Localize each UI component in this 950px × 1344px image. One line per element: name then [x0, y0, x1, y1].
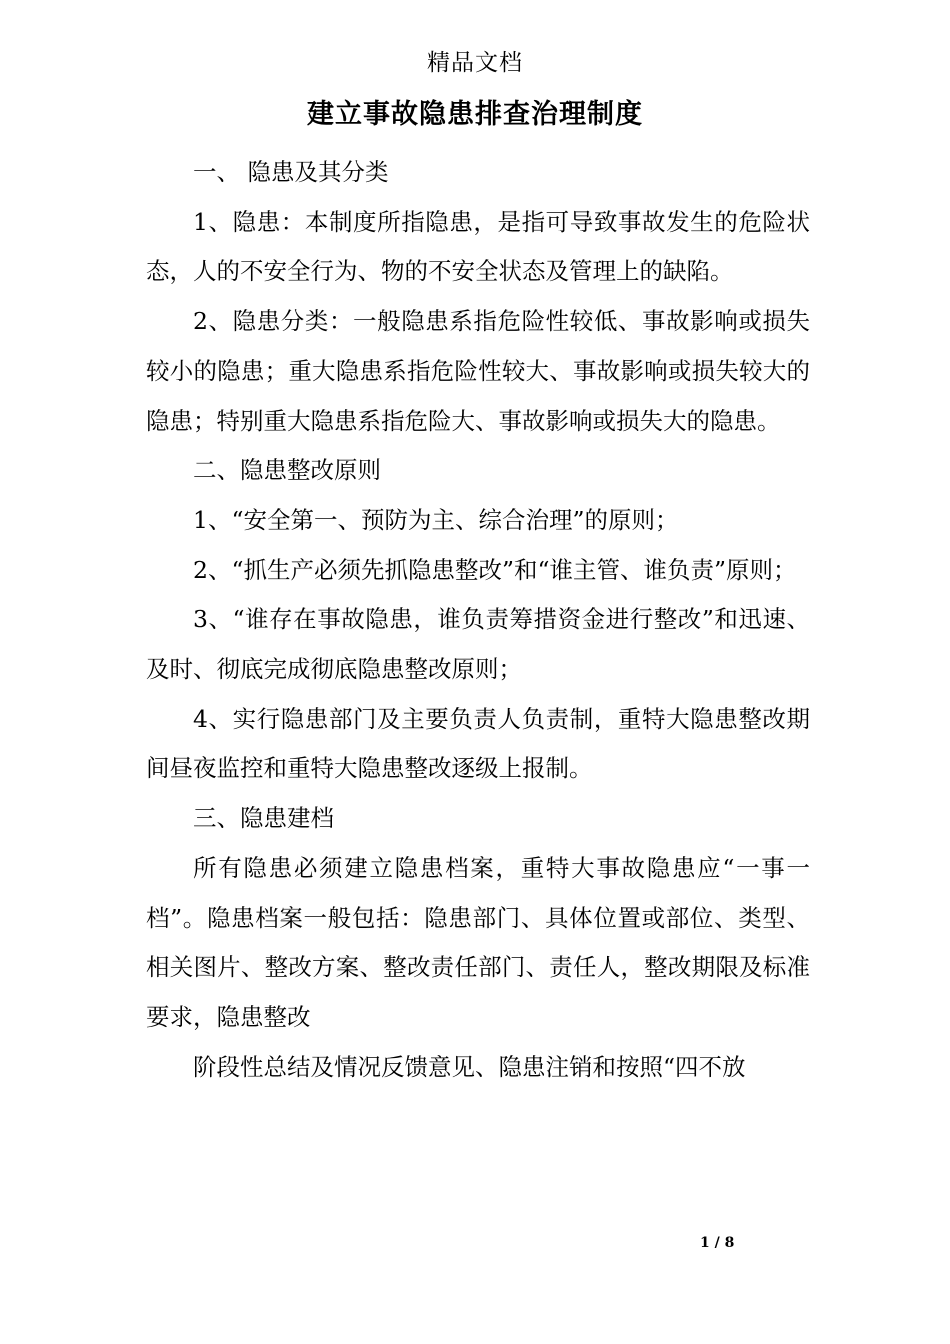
paragraph: 所有隐患必须建立隐患档案，重特大事故隐患应“一事一档”。隐患档案一般包括：隐患部门、具体位置或部位、类型、相关图片、整改方案、整改责任部门、责任人，整改期限及标准要求，隐患整改 [146, 853, 810, 1031]
document-body [146, 148, 810, 1092]
section-heading-3: 三、隐患建档 [193, 804, 334, 833]
paragraph: 2、“抓生产必须先抓隐患整改”和“谁主管、谁负责”原则； [193, 555, 797, 584]
page-header: 精品文档 [427, 50, 523, 76]
paragraph: 1、隐患：本制度所指隐患，是指可导致事故发生的危险状态，人的不安全行为、物的不安全状态及管理上的缺陷。 [146, 207, 810, 286]
paragraph: 2、隐患分类：一般隐患系指危险性较低、事故影响或损失较小的隐患；重大隐患系指危险性较大、事故影响或损失较大的隐患；特别重大隐患系指危险大、事故影响或损失大的隐患。 [146, 307, 810, 435]
paragraph: 4、实行隐患部门及主要负责人负责制，重特大隐患整改期间昼夜监控和重特大隐患整改逐级上报制。 [146, 704, 810, 783]
page-number-text: 1 / 8 [700, 1235, 735, 1251]
section-heading-1: 一、 隐患及其分类 [193, 158, 389, 186]
document-title: 建立事故隐患排查治理制度 [307, 99, 643, 130]
paragraph: 3、“谁存在事故隐患，谁负责筹措资金进行整改”和迅速、及时、彻底完成彻底隐患整改原则； [146, 605, 810, 684]
section-heading-2: 二、隐患整改原则 [193, 456, 381, 485]
paragraph: 1、“安全第一、预防为主、综合治理”的原则； [193, 505, 679, 534]
page-number [700, 1233, 820, 1253]
paragraph: 阶段性总结及情况反馈意见、隐患注销和按照“四不放 [193, 1052, 746, 1081]
